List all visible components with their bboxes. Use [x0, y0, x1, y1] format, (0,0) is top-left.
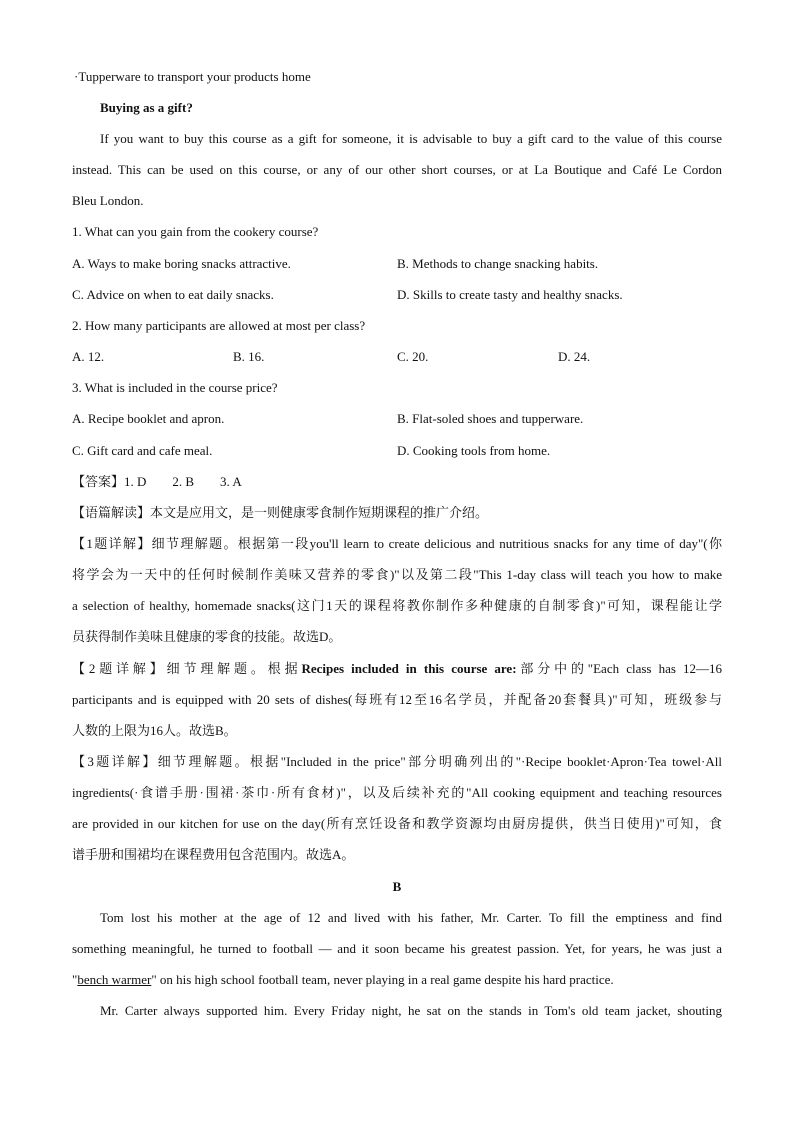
question-option: B. Methods to change snacking habits.: [397, 256, 599, 271]
passage-summary: 【语篇解读】本文是应用文，是一则健康零食制作短期课程的推广介绍。: [72, 505, 489, 520]
q2-analysis-suffix: 部分中的"Each class has 12—16: [516, 661, 722, 676]
passage-quote-mark: ": [72, 972, 78, 987]
q1-analysis-line: 【1题详解】细节理解题。根据第一段you'll learn to create delicious and nutritious snacks for any time of day"(你: [72, 536, 722, 551]
q3-analysis-line: ingredients(·食谱手册·围裙·茶巾·所有食材)"，以及后续补充的"All cooking equipment and teaching resources: [72, 785, 722, 800]
gift-paragraph-line: instead. This can be used on this course, or any of our other short courses, or at La Boutique and Café Le Cordon: [72, 162, 722, 177]
intro-list-item: ·Tupperware to transport your products home: [74, 69, 311, 84]
q2-analysis-prefix: 【2题详解】细节理解题。根据: [72, 661, 302, 676]
question-option: C. Advice on when to eat daily snacks.: [72, 287, 274, 302]
passage-line: Tom lost his mother at the age of 12 and lived with his father, Mr. Carter. To fill the emptiness and find: [100, 910, 722, 925]
passage-line: something meaningful, he turned to football — and it soon became his greatest passion. Yet, for years, he was just a: [72, 941, 722, 956]
q3-analysis-line: are provided in our kitchen for use on the day(所有烹饪设备和教学资源均由厨房提供，供当日使用)"可知，食: [72, 816, 722, 831]
question-option: A. Recipe booklet and apron.: [72, 411, 225, 426]
q3-analysis-line: 【3题详解】细节理解题。根据"Included in the price"部分明确列出的"·Recipe booklet·Apron·Tea towel·All: [72, 754, 722, 769]
question-option: B. 16.: [233, 349, 265, 364]
q1-analysis-line: 将学会为一天中的任何时候制作美味又营养的零食)"以及第二段"This 1-day class will teach you how to make: [72, 567, 722, 582]
q2-analysis-line: [72, 660, 722, 678]
question-option: A. 12.: [72, 349, 105, 364]
q1-analysis-line: 员获得制作美味且健康的零食的技能。故选D。: [72, 629, 342, 644]
section-heading: B: [392, 879, 402, 894]
answer-key: 【答案】1. D 2. B 3. A: [72, 474, 242, 489]
q3-analysis-line: 谱手册和围裙均在课程费用包含范围内。故选A。: [72, 847, 355, 862]
question-option: A. Ways to make boring snacks attractive.: [72, 256, 291, 271]
passage-line: [72, 971, 722, 989]
underlined-phrase: bench warmer: [77, 972, 152, 987]
passage-line-rest: " on his high school football team, never playing in a real game despite his hard practice.: [151, 972, 614, 987]
question-option: B. Flat-soled shoes and tupperware.: [397, 411, 584, 426]
gift-heading: Buying as a gift?: [100, 100, 193, 115]
question-option: D. Skills to create tasty and healthy snacks.: [397, 287, 623, 302]
q2-analysis-line: 人数的上限为16人。故选B。: [72, 723, 237, 738]
question-stem: 2. How many participants are allowed at most per class?: [72, 318, 366, 333]
question-option: C. 20.: [397, 349, 429, 364]
gift-paragraph-line: If you want to buy this course as a gift for someone, it is advisable to buy a gift card to the value of this course: [100, 131, 722, 146]
question-stem: 3. What is included in the course price?: [72, 380, 278, 395]
question-option: D. 24.: [558, 349, 591, 364]
question-option: D. Cooking tools from home.: [397, 443, 551, 458]
question-option: C. Gift card and cafe meal.: [72, 443, 213, 458]
q2-analysis-bold: Recipes included in this course are:: [301, 661, 517, 676]
passage-line: Mr. Carter always supported him. Every Friday night, he sat on the stands in Tom's old team jacket, shouting: [100, 1003, 722, 1018]
gift-paragraph-line: Bleu London.: [72, 193, 144, 208]
q2-analysis-line: participants and is equipped with 20 sets of dishes(每班有12至16名学员，并配备20套餐具)"可知，班级参与: [72, 692, 722, 707]
question-stem: 1. What can you gain from the cookery course?: [72, 224, 319, 239]
q1-analysis-line: a selection of healthy, homemade snacks(这门1天的课程将教你制作多种健康的自制零食)"可知，课程能让学: [72, 598, 722, 613]
